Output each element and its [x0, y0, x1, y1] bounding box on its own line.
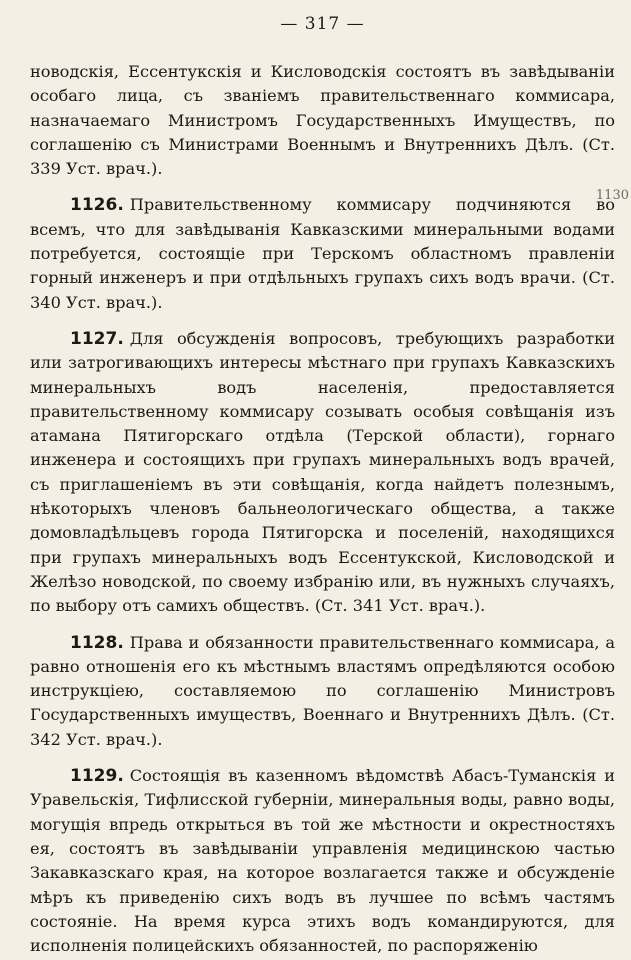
margin-mark: 1130 — [595, 188, 629, 203]
article-1126 — [30, 193, 615, 314]
article-1128 — [30, 631, 615, 752]
article-number: 1128. — [70, 632, 124, 653]
article-number: 1127. — [70, 328, 124, 349]
article-1127 — [30, 327, 615, 619]
paragraph-text: Состоящія въ казенномъ вѣдомствѣ Абасъ-Туманскія и Уравельскія, Тифлисской губерніи, минеральныя воды, равно воды, могущія впредь открыться въ той же мѣстности и окрестностяхъ ея, состоятъ въ завѣдываніи управленія медицинскою частью Закавказскаго края, на которое возлагается также и обсужденіе мѣръ къ приведенію сихъ водъ въ лучшее по всѣмъ частямъ состояніе. На время курса этихъ водъ командируются, для исполненія полицейскихъ обязанностей, по распоряженію — [30, 766, 615, 956]
paragraph-text: Правительственному коммисару подчиняются во всемъ, что для завѣдыванія Кавказскими минеральными водами потребуется, состоящіе при Терскомъ областномъ правленіи горный инженеръ и при отдѣльныхъ групахъ сихъ водъ врачи. (Ст. 340 Уст. врач.). — [30, 195, 615, 312]
paragraph-continuation — [30, 60, 615, 181]
article-number: 1126. — [70, 195, 124, 216]
article-1129 — [30, 764, 615, 958]
article-number: 1129. — [70, 766, 124, 787]
page-number: — 317 — — [280, 14, 365, 34]
paragraph-text: Для обсужденія вопросовъ, требующихъ разработки или затрогивающихъ интересы мѣстнаго при групахъ Кавказскихъ минеральныхъ водъ населенія, предоставляется правительственному коммисару созывать особыя совѣщанія изъ атамана Пятигорскаго отдѣла (Терской области), горнаго инженера и состоящихъ при групахъ минеральныхъ водъ врачей, съ приглашеніемъ въ эти совѣщанія, когда найдетъ полезнымъ, нѣкоторыхъ членовъ бальнеологическаго общества, а также домовладѣльцевъ города Пятигорска и поселеній, находящихся при групахъ минеральныхъ водъ Ессентукской, Кисловодской и Желѣзо новодской, по своему избранію или, въ нужныхъ случаяхъ, по выбору отъ самихъ обществъ. (Ст. 341 Уст. врач.). — [30, 328, 615, 616]
paragraph-text: Права и обязанности правительственнаго коммисара, а равно отношенія его къ мѣстнымъ властямъ опредѣляются особою инструкціею, составляемою по соглашенію Министровъ Государственныхъ имуществъ, Военнаго и Внутреннихъ Дѣлъ. (Ст. 342 Уст. врач.). — [30, 632, 615, 749]
paragraph-text: новодскія, Ессентукскія и Кисловодскія состоятъ въ завѣдываніи особаго лица, съ званіемъ правительственнаго коммисара, назначаемаго Министромъ Государственныхъ Имуществъ, по соглашенію съ Министрами Военнымъ и Внутреннихъ Дѣлъ. (Ст. 339 Уст. врач.). — [30, 62, 615, 179]
